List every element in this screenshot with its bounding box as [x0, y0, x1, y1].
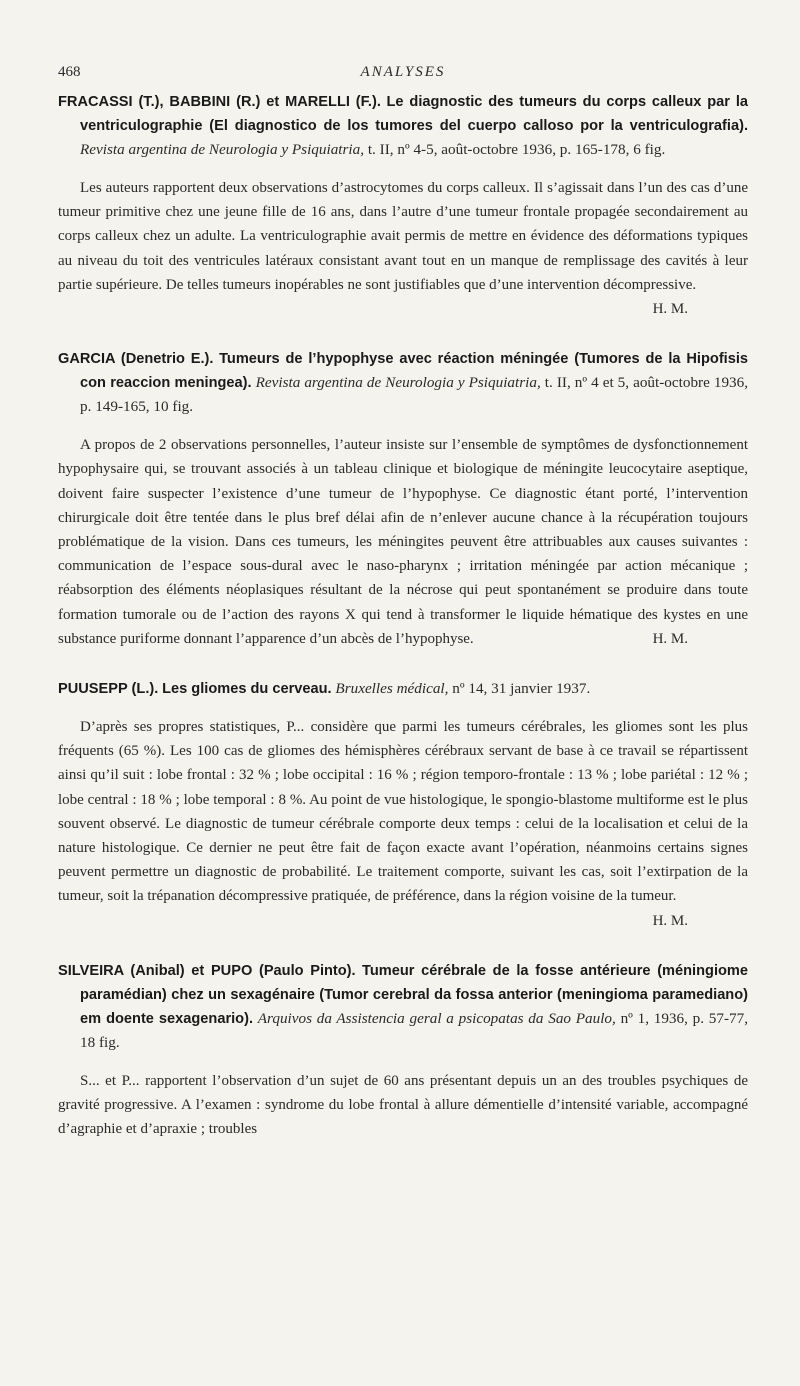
abstract-text: S... et P... rapportent l’observation d’un sujet de 60 ans présentant depuis un an des troubles psychiques de gravité progressive. A l’examen : syndrome du lobe frontal à allure démentielle d’intensité variable, accompagné d’agraphie et d’apraxie ; troubles — [58, 1072, 748, 1138]
article-silveira-pupo — [58, 959, 748, 1142]
publication-details: nº 14, 31 janvier 1937. — [452, 680, 591, 698]
running-head — [58, 64, 748, 90]
citation — [58, 90, 748, 162]
article-title: Tumeurs de l’hypophyse avec réaction méningée (Tumores de la Hipofisis con reaccion meningea). — [80, 351, 749, 392]
article-garcia — [58, 347, 748, 651]
publication-details: nº 1, 1936, p. 57-77, 18 fig. — [80, 1009, 748, 1051]
article-title: Le diagnostic des tumeurs du corps calleux par la ventriculographie (El diagnostico de los tumores del cuerpo calloso por la ventriculografia). — [80, 94, 749, 134]
document-page — [58, 64, 748, 1167]
journal-name: Revista argentina de Neurologia y Psiquiatria, — [80, 141, 365, 158]
abstract — [58, 433, 748, 651]
abstract-text: A propos de 2 observations personnelles, l’auteur insiste sur l’ensemble de symptômes de dysfonctionnement hypophysaire qui, se trouvant associés à un tableau clinique et biologique de méningite leucocytaire aseptique, doivent faire suspecter l’existence d’une tumeur de l’hypophyse. Ce diagnostic étant porté, l’intervention chirurgicale doit être tentée dans le plus bref délai afin de n’enlever aucune chance à la récupération toujours problématique de la vision. Dans ces tumeurs, les méningites peuvent être attribuables aux causes suivantes : communication de l’espace sous-dural avec le naso-pharynx ; irritation méningée par action mécanique ; réabsorption des éléments néoplasiques résultant de la nécrose qui peut spontanément se produire dans toute formation tumorale ou de l’action des rayons X qui tend à transformer le liquide hématique des kystes en une substance puriforme donnant l’apparence d’un abcès de l’hypophyse. — [58, 437, 748, 647]
publication-details: t. II, nº 4 et 5, août-octobre 1936, p. 149-165, 10 fig. — [80, 374, 749, 416]
article-fracassi — [58, 90, 748, 321]
reviewer-signature: H. M. — [652, 912, 688, 929]
abstract — [58, 715, 748, 929]
authors: GARCIA (Denetrio E.). — [58, 351, 214, 368]
reviewer-signature: H. M. — [652, 301, 688, 318]
article-puusepp — [58, 677, 748, 933]
journal-name: Arquivos da Assistencia geral a psicopatas da Sao Paulo, — [257, 1009, 616, 1027]
page-number: 468 — [58, 64, 81, 80]
reviewer-signature: H. M. — [652, 630, 688, 647]
citation — [58, 959, 748, 1055]
article-title: Les gliomes du cerveau. — [162, 681, 332, 698]
publication-details: t. II, nº 4-5, août-octobre 1936, p. 165-178, 6 fig. — [367, 141, 666, 158]
running-title: ANALYSES — [360, 64, 446, 80]
journal-name: Revista argentina de Neurologia y Psiquiatria, — [255, 374, 541, 392]
abstract — [58, 1069, 748, 1142]
citation — [58, 347, 748, 419]
article-title: Tumeur cérébrale de la fosse antérieure (méningiome paramédian) chez un sexagénaire (Tumor cerebral da fossa anterior (meningioma paramediano) em doente sexagenario). — [80, 962, 749, 1027]
abstract — [58, 176, 748, 318]
abstract-text: Les auteurs rapportent deux observations d’astrocytomes du corps calleux. Il s’agissait dans l’un des cas d’une tumeur primitive chez une jeune fille de 16 ans, dans l’autre d’une tumeur frontale propagée secondairement au corps calleux chez un adulte. La ventriculographie avait permis de mettre en évidence des déformations typiques au niveau du toit des ventricules latéraux consistant avant tout en un manque de remplissage des cavités à leur partie supérieure. De telles tumeurs inopérables ne sont justifiables que d’une intervention décompressive. — [58, 180, 748, 293]
citation — [58, 677, 748, 701]
abstract-text: D’après ses propres statistiques, P... considère que parmi les tumeurs cérébrales, les gliomes sont les plus fréquents (65 %). Les 100 cas de gliomes des hémisphères cérébraux servant de base à ce travail se répartissent ainsi qu’il suit : lobe frontal : 32 % ; lobe occipital : 16 % ; région temporo-frontale : 13 % ; lobe pariétal : 12 % ; lobe central : 18 % ; lobe temporal : 8 %. Au point de vue histologique, le spongio-blastome multiforme est le plus souvent observé. Le diagnostic de tumeur cérébrale comporte deux temps : celui de la localisation et celui de la nature histologique. Ce dernier ne peut être fait de façon exacte avant l’opération, néanmoins certains signes peuvent permettre un diagnostic de probabilité. Le traitement comporte, suivant les cas, soit l’extirpation de la tumeur, soit la trépanation décompressive pratiquée, de préférence, dans la région voisine de la tumeur. — [58, 719, 748, 905]
authors: FRACASSI (T.), BABBINI (R.) et MARELLI (F.). — [58, 94, 381, 110]
authors: PUUSEPP (L.). — [58, 681, 159, 698]
journal-name: Bruxelles médical, — [335, 680, 449, 698]
authors: SILVEIRA (Anibal) et PUPO (Paulo Pinto). — [58, 962, 356, 979]
